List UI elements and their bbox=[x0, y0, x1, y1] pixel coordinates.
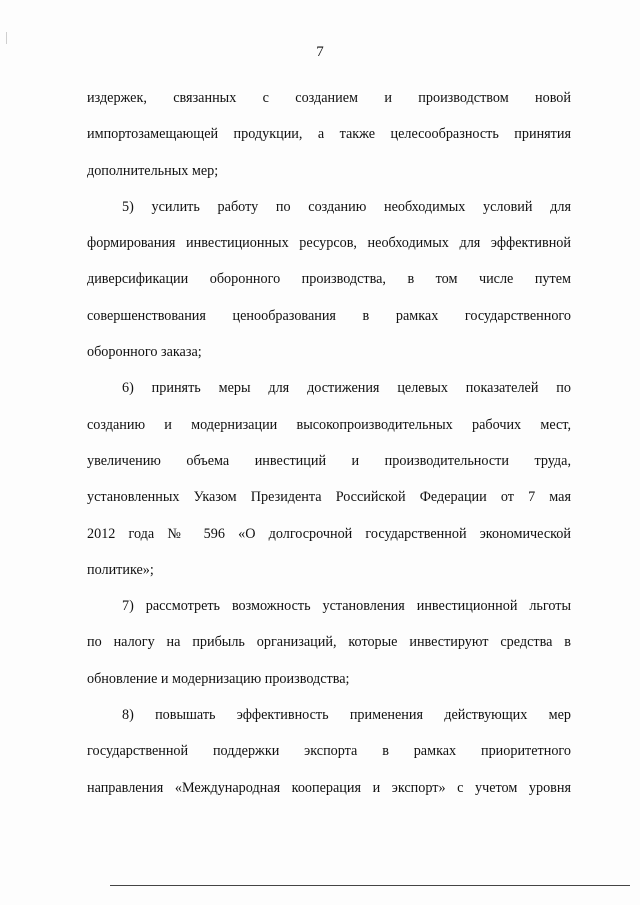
scan-artifact bbox=[6, 32, 7, 44]
document-body bbox=[87, 80, 571, 806]
text-line: обновление и модернизацию производства; bbox=[87, 670, 350, 687]
text-line: направления «Международная кооперация и экспорт» с учетом уровня bbox=[87, 779, 571, 796]
text-line: оборонного заказа; bbox=[87, 344, 202, 361]
text-line: государственной поддержки экспорта в рамках приоритетного bbox=[87, 743, 571, 760]
text-line: созданию и модернизации высокопроизводительных рабочих мест, bbox=[87, 416, 571, 433]
paragraph-item-7 bbox=[87, 588, 571, 697]
paragraph-item-8 bbox=[87, 697, 571, 806]
text-line: 6) принять меры для достижения целевых показателей по bbox=[122, 380, 571, 397]
text-line: 5) усилить работу по созданию необходимых условий для bbox=[122, 198, 571, 215]
text-line: формирования инвестиционных ресурсов, необходимых для эффективной bbox=[87, 235, 571, 252]
page-bottom-rule bbox=[110, 885, 630, 886]
text-line: увеличению объема инвестиций и производительности труда, bbox=[87, 452, 571, 469]
text-line: импортозамещающей продукции, а также целесообразность принятия bbox=[87, 126, 571, 143]
text-line: установленных Указом Президента Российской Федерации от 7 мая bbox=[87, 489, 571, 506]
paragraph-item-6 bbox=[87, 370, 571, 588]
paragraph-item-5 bbox=[87, 189, 571, 370]
paragraph-continuation bbox=[87, 80, 571, 189]
page-number: 7 bbox=[316, 44, 324, 60]
text-line: дополнительных мер; bbox=[87, 162, 219, 179]
text-line: 8) повышать эффективность применения действующих мер bbox=[122, 707, 571, 724]
text-line: 2012 года № 596 «О долгосрочной государственной экономической bbox=[87, 525, 571, 542]
text-line: диверсификации оборонного производства, в том числе путем bbox=[87, 271, 571, 288]
text-line: по налогу на прибыль организаций, которые инвестируют средства в bbox=[87, 634, 571, 651]
text-line: издержек, связанных с созданием и производством новой bbox=[87, 90, 571, 106]
text-line: 7) рассмотреть возможность установления инвестиционной льготы bbox=[122, 598, 571, 615]
text-line: политике»; bbox=[87, 561, 154, 578]
text-line: совершенствования ценообразования в рамках государственного bbox=[87, 307, 571, 324]
